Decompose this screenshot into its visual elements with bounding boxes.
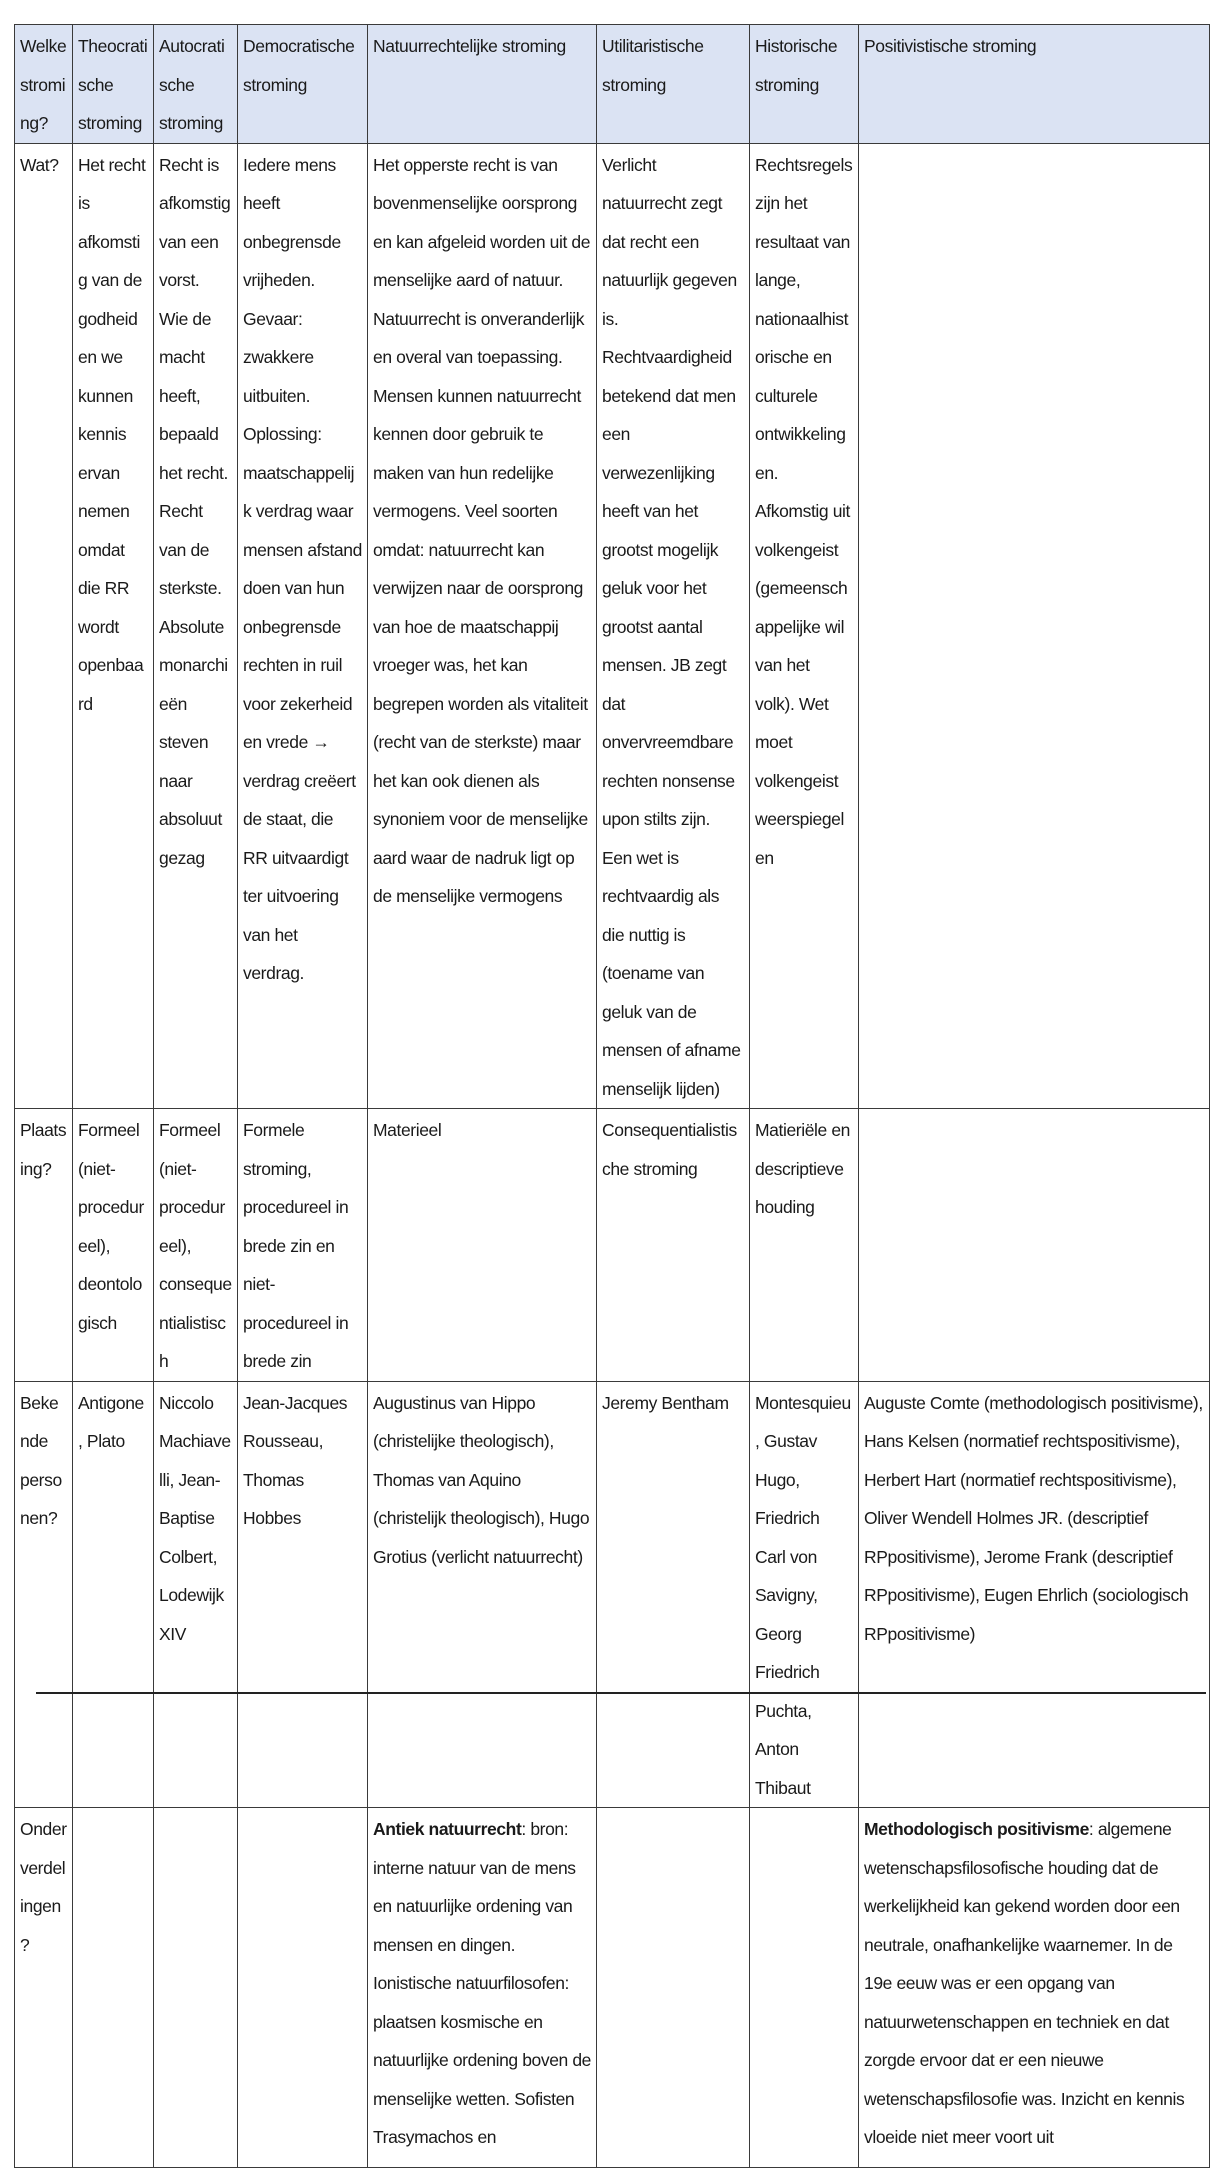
table-cell: Formeel (niet-procedureel), consequentialistisch <box>154 1109 238 1382</box>
header-cell: Historische stroming <box>750 25 859 144</box>
antiek-natuurrecht-heading: Antiek natuurrecht <box>373 1819 522 1839</box>
header-cell: Autocratische stroming <box>154 25 238 144</box>
header-cell: Democratische stroming <box>238 25 368 144</box>
table-cell <box>859 143 1210 1109</box>
methodologisch-positivisme-text: : algemene wetenschapsfilosofische houding dat de werkelijkheid kan gekend worden door een neutrale, onafhankelijke waarnemer. In de 19e eeuw was er een opgang van natuurwetenschappen en techniek en dat zorgde ervoor dat er een nieuwe wetenschapsfilosofie was. Inzicht en kennis vloeide niet meer voort uit <box>864 1819 1185 2147</box>
table-cell <box>750 1808 859 2168</box>
methodologisch-positivisme-heading: Methodologisch positivisme <box>864 1819 1089 1839</box>
table-cell: Antigone, Plato <box>73 1381 154 1808</box>
table-cell <box>238 1808 368 2168</box>
page-bottom-rule <box>36 1692 1206 1694</box>
header-cell: Welke stroming? <box>15 25 73 144</box>
table-cell: Jeremy Bentham <box>597 1381 750 1808</box>
table-row <box>15 1808 1210 2168</box>
table-cell: Verlicht natuurrecht zegt dat recht een natuurlijk gegeven is. Rechtvaardigheid betekend dat men een verwezenlijking heeft van het grootst mogelijk geluk voor het grootst aantal mensen. JB zegt dat onvervreemdbare rechten nonsense upon stilts zijn. Een wet is rechtvaardig als die nuttig is (toename van geluk van de mensen of afname menselijk lijden) <box>597 143 750 1109</box>
table-cell: Consequentialistische stroming <box>597 1109 750 1382</box>
table-cell <box>859 1109 1210 1382</box>
row-label: Wat? <box>15 143 73 1109</box>
header-cell: Theocratische stroming <box>73 25 154 144</box>
table-cell: Materieel <box>368 1109 597 1382</box>
table-cell <box>154 1808 238 2168</box>
table-cell: Formeel (niet-procedureel), deontologisch <box>73 1109 154 1382</box>
row-label: Plaatsing? <box>15 1109 73 1382</box>
table-row <box>15 143 1210 1109</box>
table-cell: Auguste Comte (methodologisch positivisme), Hans Kelsen (normatief rechtspositivisme), Herbert Hart (normatief rechtspositivisme), Oliver Wendell Holmes JR. (descriptief RPpositivisme), Jerome Frank (descriptief RPpositivisme), Eugen Ehrlich (sociologisch RPpositivisme) <box>859 1381 1210 1808</box>
table-row <box>15 1109 1210 1382</box>
table-cell <box>368 1808 597 2168</box>
table-row <box>15 1381 1210 1808</box>
table-cell <box>597 1808 750 2168</box>
header-cell: Positivistische stroming <box>859 25 1210 144</box>
row-label: Bekende personen? <box>15 1381 73 1808</box>
table-cell: Recht is afkomstig van een vorst. Wie de macht heeft, bepaald het recht. Recht van de sterkste. Absolute monarchieën steven naar absoluut gezag <box>154 143 238 1109</box>
table-cell: Formele stroming, procedureel in brede zin en niet-procedureel in brede zin <box>238 1109 368 1382</box>
table-cell: Het recht is afkomstig van de godheid en we kunnen kennis ervan nemen omdat die RR wordt openbaard <box>73 143 154 1109</box>
header-cell: Natuurrechtelijke stroming <box>368 25 597 144</box>
table-cell: Niccolo Machiavelli, Jean-Baptise Colbert, Lodewijk XIV <box>154 1381 238 1808</box>
table-cell: Montesquieu, Gustav Hugo, Friedrich Carl von Savigny, Georg Friedrich Puchta, Anton Thibaut <box>750 1381 859 1808</box>
table-cell <box>73 1808 154 2168</box>
row-label: Onderverdelingen? <box>15 1808 73 2168</box>
table-cell: Het opperste recht is van bovenmenselijke oorsprong en kan afgeleid worden uit de menselijke aard of natuur. Natuurrecht is onveranderlijk en overal van toepassing. Mensen kunnen natuurrecht kennen door gebruik te maken van hun redelijke vermogens. Veel soorten omdat: natuurrecht kan verwijzen naar de oorsprong van hoe de maatschappij vroeger was, het kan begrepen worden als vitaliteit (recht van de sterkste) maar het kan ook dienen als synoniem voor de menselijke aard waar de nadruk ligt op de menselijke vermogens <box>368 143 597 1109</box>
header-row <box>15 25 1210 144</box>
comparison-table <box>14 24 1210 2168</box>
header-cell: Utilitaristische stroming <box>597 25 750 144</box>
table-cell: Iedere mens heeft onbegrensde vrijheden. Gevaar: zwakkere uitbuiten. Oplossing: maatschappelijk verdrag waar mensen afstand doen van hun onbegrensde rechten in ruil voor zekerheid en vrede → verdrag creëert de staat, die RR uitvaardigt ter uitvoering van het verdrag. <box>238 143 368 1109</box>
table-cell: Rechtsregels zijn het resultaat van lange, nationaalhistorische en culturele ontwikkelingen. Afkomstig uit volkengeist (gemeenschappelijke wil van het volk). Wet moet volkengeist weerspiegelen <box>750 143 859 1109</box>
antiek-natuurrecht-text: : bron: interne natuur van de mens en natuurlijke ordening van mensen en dingen. Ionistische natuurfilosofen: plaatsen kosmische en natuurlijke ordening boven de menselijke wetten. Sofisten Trasymachos en <box>373 1819 592 2147</box>
table-cell: Matieriële en descriptieve houding <box>750 1109 859 1382</box>
table-cell: Augustinus van Hippo (christelijke theologisch), Thomas van Aquino (christelijk theologisch), Hugo Grotius (verlicht natuurrecht) <box>368 1381 597 1808</box>
table-cell <box>859 1808 1210 2168</box>
table-cell: Jean-Jacques Rousseau, Thomas Hobbes <box>238 1381 368 1808</box>
